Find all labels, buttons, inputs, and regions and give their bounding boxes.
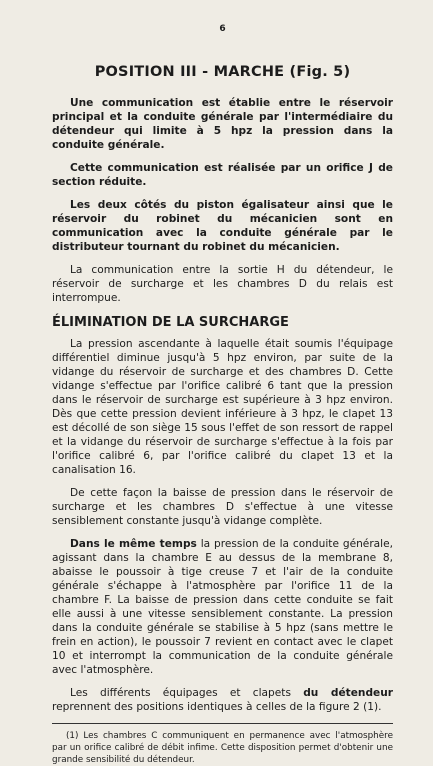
paragraph-text: la pression de la conduite générale, agissant dans la chambre E au dessus de la membrane 8, abaisse le poussoir à tige creuse 7 et l'air de la conduite générale s'échappe à l'atmosphère par l'orifice 11 de la chambre F. La baisse de pression dans cette conduite se fait elle aussi à une vitesse sensiblement constante. La pression dans la conduite générale se stabilise à 5 hpz (sans mettre le frein en action), le poussoir 7 revient en contact avec le clapet 10 et interrompt la communication de la conduite générale avec l'atmosphère.	[52, 538, 393, 676]
page-number: 6	[219, 24, 226, 34]
paragraph-text: reprennent des positions identiques à celles de la figure 2 (1).	[52, 701, 382, 713]
paragraph	[52, 686, 393, 714]
paragraph-text: Les différents équipages et clapets	[70, 687, 304, 699]
paragraph: Cette communication est réalisée par un orifice J de section réduite.	[52, 162, 393, 188]
footnote-divider	[52, 723, 393, 724]
paragraph: Une communication est établie entre le réservoir principal et la conduite générale par l'intermédiaire du détendeur qui limite à 5 hpz la pression dans la conduite générale.	[52, 97, 393, 151]
section-title: POSITION III - MARCHE (Fig. 5)	[94, 64, 351, 80]
paragraph: La communication entre la sortie H du détendeur, le réservoir de surcharge et les chambres D du relais est interrompue.	[52, 264, 393, 304]
paragraph	[52, 537, 393, 677]
paragraph: De cette façon la baisse de pression dans le réservoir de surcharge et les chambres D s'effectue à une vitesse sensiblement constante jusqu'à vidange complète.	[52, 487, 393, 527]
paragraph-emphasis: du détendeur	[303, 687, 393, 699]
paragraph: La pression ascendante à laquelle était soumis l'équipage différentiel diminue jusqu'à 5 hpz environ, par suite de la vidange du réservoir de surcharge et des chambres D. Cette vidange s'effectue par l'orifice calibré 6 tant que la pression dans le réservoir de surcharge est supérieure à 3 hpz environ. Dès que cette pression devient inférieure à 3 hpz, le clapet 13 est décollé de son siège 15 sous l'effet de son ressort de rappel et la vidange du réservoir de surcharge s'effectue à la fois par l'orifice calibré 6, par l'orifice calibré du clapet 13 et la canalisation 16.	[52, 338, 393, 476]
subsection-title: ÉLIMINATION DE LA SURCHARGE	[52, 315, 289, 330]
footnote: (1) Les chambres C communiquent en permanence avec l'atmosphère par un orifice calibré de débit infime. Cette disposition permet d'obtenir une grande sensibilité du détendeur.	[52, 731, 393, 765]
paragraph-lead: Dans le même temps	[70, 538, 197, 550]
paragraph: Les deux côtés du piston égalisateur ainsi que le réservoir du robinet du mécanicien sont en communication avec la conduite générale par le distributeur tournant du robinet du mécanicien.	[52, 199, 393, 253]
